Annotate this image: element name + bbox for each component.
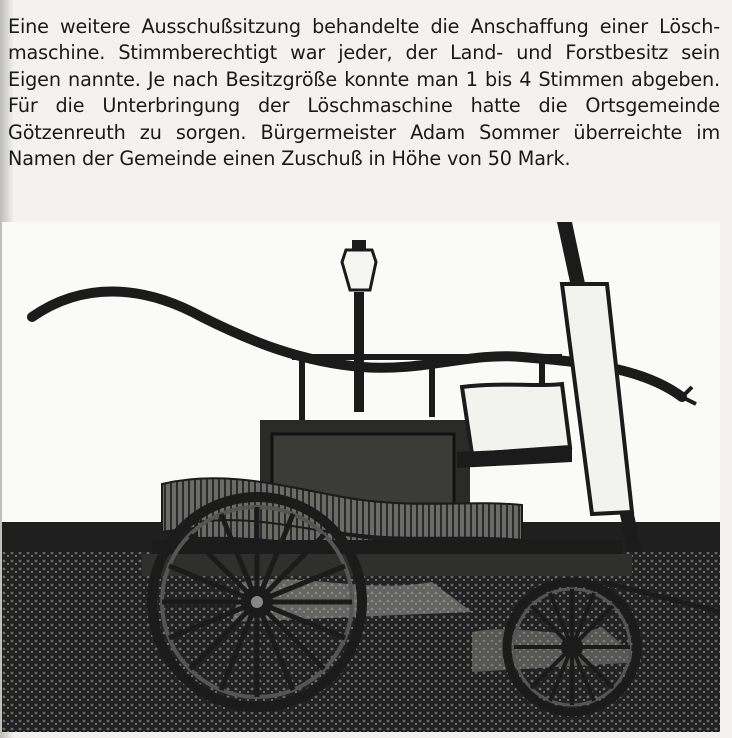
paragraph-line: Namen der Gemeinde einen Zuschuß in Höhe von 50 Mark. (8, 147, 571, 171)
paragraph-line: Eigen nannte. Je nach Besitzgröße konnte man 1 bis 4 Stimmen abgeben. (8, 67, 720, 91)
paragraph-line: Götzenreuth zu sorgen. Bürgermeister Adam Sommer überreichte im (8, 120, 720, 144)
fire-engine-photo (2, 222, 720, 732)
rear-wheel (152, 497, 362, 707)
seat-back (462, 384, 570, 454)
paragraph-line: Für die Unterbringung der Löschmaschine hatte die Ortsgemeinde (8, 94, 720, 118)
lantern (342, 250, 376, 290)
lantern-post (354, 292, 364, 412)
paragraph-line: Eine weitere Ausschußsitzung behandelte die Anschaffung einer Lösch- (8, 15, 720, 38)
shaft-plate (562, 284, 632, 514)
front-wheel (507, 582, 637, 712)
chassis (152, 540, 622, 554)
paragraph-line: maschine. Stimmberechtigt war jeder, der Land- und Forstbesitz sein (8, 41, 720, 65)
body-paragraph (8, 14, 720, 172)
fire-engine-illustration (2, 222, 720, 732)
